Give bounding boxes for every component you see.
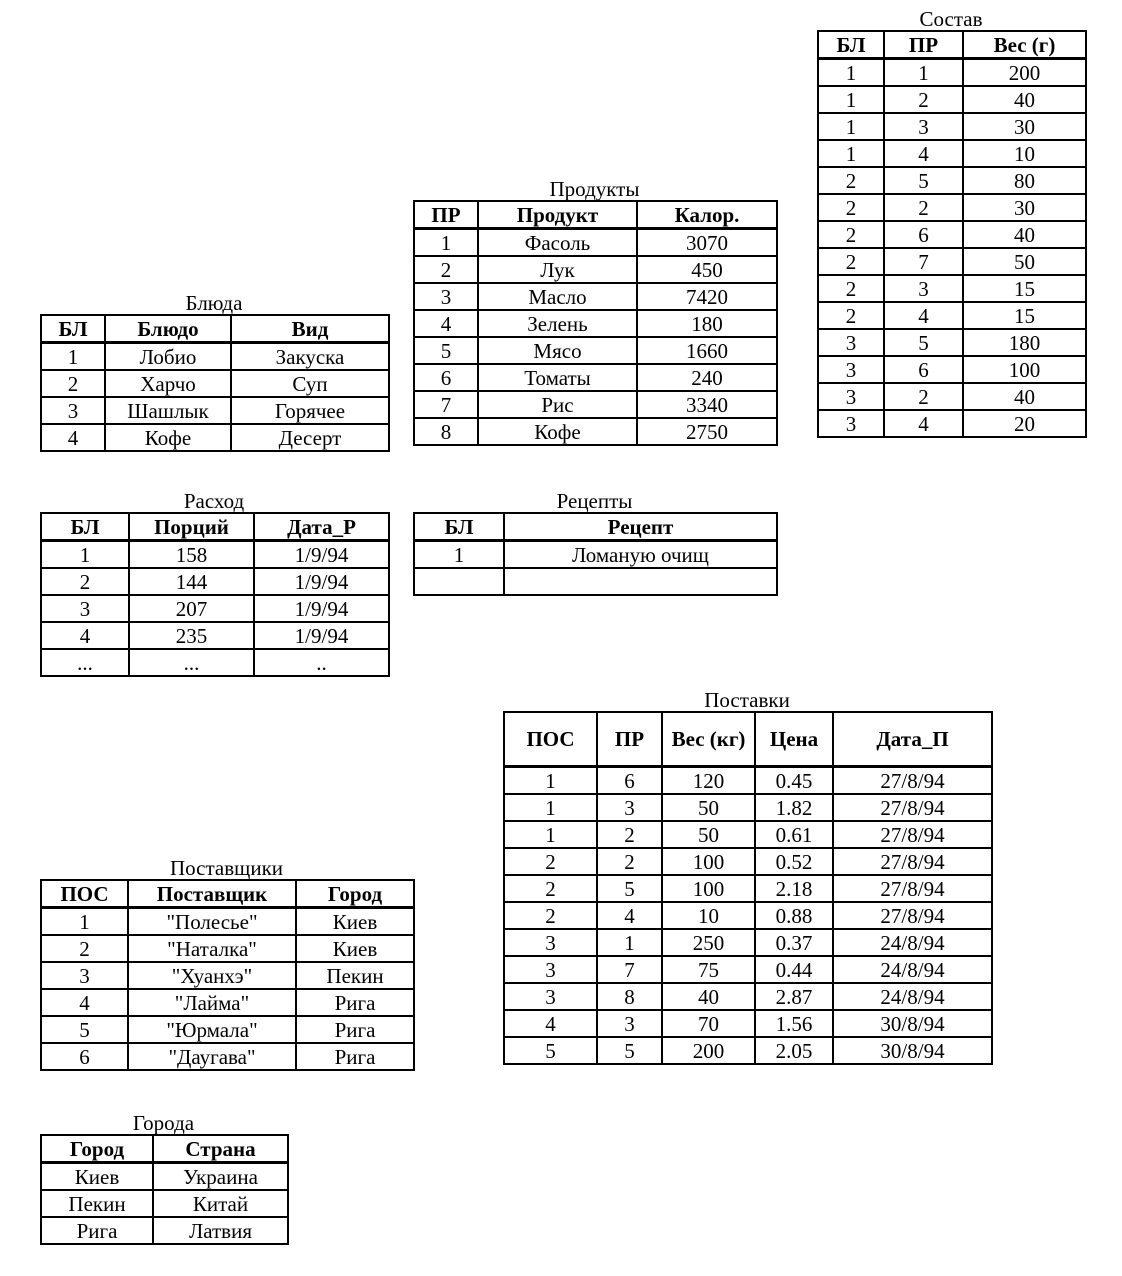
table-cell: 30 [963, 194, 1086, 221]
table-cell: 27/8/94 [833, 767, 992, 795]
table-row [41, 935, 414, 962]
table-cell: 3 [504, 983, 597, 1010]
table-cell: 1 [41, 343, 105, 371]
table-cell: 1 [597, 929, 662, 956]
table-cell: 75 [662, 956, 755, 983]
column-header: Дата_Р [254, 513, 389, 541]
table-cell [414, 568, 504, 595]
table-cell: 1 [818, 86, 884, 113]
table-cell: 1 [414, 229, 478, 257]
table-cell: 4 [884, 302, 963, 329]
table-row [504, 983, 992, 1010]
column-header: Вес (г) [963, 31, 1086, 59]
table-row [504, 956, 992, 983]
table-cell: 0.61 [755, 821, 833, 848]
table-cell: Рига [296, 989, 414, 1016]
table-title: Рецепты [556, 489, 633, 513]
table-row [41, 908, 414, 936]
table-cell: 250 [662, 929, 755, 956]
table-row [41, 541, 389, 569]
column-header: Калор. [637, 201, 777, 229]
table-cell: Рига [296, 1043, 414, 1070]
table-row [818, 59, 1086, 87]
table-cell: 2 [41, 568, 129, 595]
raskhod-block [40, 490, 390, 677]
table-cell: 1 [504, 794, 597, 821]
sostav-block [817, 8, 1087, 438]
table-cell: 3 [818, 410, 884, 437]
table-title: Состав [919, 7, 983, 31]
table-cell: 24/8/94 [833, 929, 992, 956]
table-row [818, 140, 1086, 167]
table-cell: Десерт [231, 424, 389, 451]
table-cell: 2 [597, 821, 662, 848]
table-cell: 1.82 [755, 794, 833, 821]
table-cell: 40 [662, 983, 755, 1010]
table-cell: 40 [963, 383, 1086, 410]
table-cell: 3 [41, 962, 128, 989]
table-cell: 0.45 [755, 767, 833, 795]
table-row [41, 568, 389, 595]
table-cell: Кофе [478, 418, 637, 445]
table-cell: 4 [504, 1010, 597, 1037]
table-cell: Закуска [231, 343, 389, 371]
table-row [504, 767, 992, 795]
table-cell: 1 [504, 767, 597, 795]
table-row [414, 568, 777, 595]
table-cell: 3340 [637, 391, 777, 418]
column-header: Блюдо [105, 315, 231, 343]
table-cell: Томаты [478, 364, 637, 391]
table-cell: Рис [478, 391, 637, 418]
table-cell: Кофе [105, 424, 231, 451]
table-cell: Ломаную очищ [504, 541, 777, 569]
table-cell: 200 [662, 1037, 755, 1064]
table-cell: 27/8/94 [833, 821, 992, 848]
table-cell: 24/8/94 [833, 983, 992, 1010]
produkty-block [413, 178, 778, 446]
table-cell: 70 [662, 1010, 755, 1037]
table-row [41, 649, 389, 676]
table-cell: 2 [414, 256, 478, 283]
column-header: Поставщик [128, 880, 296, 908]
table-cell: 180 [637, 310, 777, 337]
table-row [414, 283, 777, 310]
table-cell: Киев [296, 935, 414, 962]
table-cell: Рига [296, 1016, 414, 1043]
table-cell: 3 [884, 275, 963, 302]
table-cell: 4 [884, 140, 963, 167]
table-cell: Харчо [105, 370, 231, 397]
table-cell: Шашлык [105, 397, 231, 424]
table-cell: 0.88 [755, 902, 833, 929]
goroda-table [40, 1134, 289, 1245]
table-cell: 2 [818, 194, 884, 221]
table-cell: 50 [662, 794, 755, 821]
column-header: Страна [153, 1135, 288, 1163]
table-row [818, 113, 1086, 140]
retsepty-block [413, 490, 778, 596]
table-cell: 5 [414, 337, 478, 364]
table-row [41, 1190, 288, 1217]
table-cell: 158 [129, 541, 254, 569]
table-row [41, 1043, 414, 1070]
table-cell: 1/9/94 [254, 568, 389, 595]
table-cell: 15 [963, 275, 1086, 302]
table-cell: 240 [637, 364, 777, 391]
table-cell: 2 [818, 221, 884, 248]
table-cell: Масло [478, 283, 637, 310]
table-cell: "Лайма" [128, 989, 296, 1016]
table-row [41, 1163, 288, 1191]
blyuda-table [40, 314, 390, 452]
table-cell: 2 [818, 302, 884, 329]
table-cell: Зелень [478, 310, 637, 337]
table-cell: 3 [414, 283, 478, 310]
table-title: Продукты [549, 177, 640, 201]
table-row [818, 383, 1086, 410]
table-cell: 7 [597, 956, 662, 983]
column-header: Продукт [478, 201, 637, 229]
postavki-table [503, 711, 993, 1065]
table-row [504, 794, 992, 821]
raskhod-table [40, 512, 390, 677]
table-cell: Мясо [478, 337, 637, 364]
table-row [41, 343, 389, 371]
table-cell: 450 [637, 256, 777, 283]
table-row [818, 302, 1086, 329]
column-header: Цена [755, 712, 833, 767]
table-cell: 5 [884, 167, 963, 194]
table-cell: 2 [504, 848, 597, 875]
table-cell: 3070 [637, 229, 777, 257]
table-cell: 1660 [637, 337, 777, 364]
table-cell: 1/9/94 [254, 595, 389, 622]
table-cell: 3 [597, 794, 662, 821]
table-cell: 3 [504, 929, 597, 956]
table-row [504, 1037, 992, 1064]
table-cell: 2 [884, 383, 963, 410]
table-cell: 27/8/94 [833, 794, 992, 821]
table-row [41, 424, 389, 451]
table-cell: 207 [129, 595, 254, 622]
table-cell: 3 [41, 397, 105, 424]
table-cell: 3 [597, 1010, 662, 1037]
table-cell: 30/8/94 [833, 1037, 992, 1064]
column-header: БЛ [818, 31, 884, 59]
table-cell: 7 [884, 248, 963, 275]
table-cell: 3 [884, 113, 963, 140]
table-row [504, 848, 992, 875]
blyuda-block [40, 292, 390, 452]
table-cell: 8 [414, 418, 478, 445]
table-cell: 30 [963, 113, 1086, 140]
table-cell: 6 [41, 1043, 128, 1070]
table-cell: Горячее [231, 397, 389, 424]
table-row [41, 1217, 288, 1244]
produkty-table [413, 200, 778, 446]
table-row [41, 622, 389, 649]
table-row [504, 902, 992, 929]
table-cell: 5 [504, 1037, 597, 1064]
column-header: ПОС [41, 880, 128, 908]
table-row [504, 929, 992, 956]
header-row [41, 1135, 288, 1163]
column-header: ПР [884, 31, 963, 59]
table-cell: Пекин [296, 962, 414, 989]
table-cell: 100 [662, 875, 755, 902]
table-cell: 1/9/94 [254, 541, 389, 569]
table-cell: 2 [884, 194, 963, 221]
table-cell: 1/9/94 [254, 622, 389, 649]
table-cell: 5 [597, 875, 662, 902]
table-row [414, 364, 777, 391]
table-cell: Суп [231, 370, 389, 397]
column-header: Город [41, 1135, 153, 1163]
table-cell: 6 [884, 221, 963, 248]
column-header: Порций [129, 513, 254, 541]
table-cell: 4 [597, 902, 662, 929]
table-cell: 235 [129, 622, 254, 649]
table-cell: 3 [504, 956, 597, 983]
table-cell: 1 [41, 908, 128, 936]
table-cell: 7420 [637, 283, 777, 310]
table-cell: 40 [963, 221, 1086, 248]
table-cell: 1 [818, 59, 884, 87]
table-cell: 3 [41, 595, 129, 622]
table-cell: 3 [818, 329, 884, 356]
table-cell [504, 568, 777, 595]
table-cell: Рига [41, 1217, 153, 1244]
table-cell: 2 [41, 370, 105, 397]
table-cell: 1 [818, 113, 884, 140]
table-cell: 2.87 [755, 983, 833, 1010]
table-cell: 180 [963, 329, 1086, 356]
header-row [41, 315, 389, 343]
table-row [504, 875, 992, 902]
table-cell: Лук [478, 256, 637, 283]
sostav-table [817, 30, 1087, 438]
table-cell: 4 [414, 310, 478, 337]
table-cell: 100 [662, 848, 755, 875]
table-cell: 100 [963, 356, 1086, 383]
table-cell: Киев [296, 908, 414, 936]
table-cell: 7 [414, 391, 478, 418]
table-cell: 1 [884, 59, 963, 87]
table-row [818, 329, 1086, 356]
column-header: Дата_П [833, 712, 992, 767]
table-cell: 2 [884, 86, 963, 113]
table-cell: 20 [963, 410, 1086, 437]
table-cell: 40 [963, 86, 1086, 113]
table-row [504, 821, 992, 848]
table-cell: 0.52 [755, 848, 833, 875]
column-header: ПР [597, 712, 662, 767]
table-row [41, 397, 389, 424]
header-row [41, 880, 414, 908]
table-row [41, 1016, 414, 1043]
header-row [414, 201, 777, 229]
table-cell: 1 [818, 140, 884, 167]
table-row [818, 167, 1086, 194]
table-cell: 2.18 [755, 875, 833, 902]
table-cell: 2 [504, 902, 597, 929]
table-row [414, 418, 777, 445]
postavshchiki-block [40, 857, 415, 1071]
table-cell: 50 [963, 248, 1086, 275]
table-cell: ... [129, 649, 254, 676]
table-title: Расход [183, 489, 245, 513]
table-cell: 10 [963, 140, 1086, 167]
table-row [818, 275, 1086, 302]
table-cell: 27/8/94 [833, 902, 992, 929]
table-cell: 3 [818, 383, 884, 410]
table-cell: 1 [41, 541, 129, 569]
table-row [818, 194, 1086, 221]
table-cell: 24/8/94 [833, 956, 992, 983]
table-cell: 27/8/94 [833, 848, 992, 875]
table-cell: "Даугава" [128, 1043, 296, 1070]
table-cell: 8 [597, 983, 662, 1010]
table-cell: 2 [818, 167, 884, 194]
column-header: БЛ [41, 513, 129, 541]
table-cell: 27/8/94 [833, 875, 992, 902]
table-cell: Киев [41, 1163, 153, 1191]
header-row [504, 712, 992, 767]
table-row [414, 256, 777, 283]
table-title: Поставки [704, 688, 790, 712]
table-cell: 2 [41, 935, 128, 962]
table-cell: 200 [963, 59, 1086, 87]
table-cell: Пекин [41, 1190, 153, 1217]
table-cell: Китай [153, 1190, 288, 1217]
header-row [414, 513, 777, 541]
goroda-block [40, 1112, 289, 1245]
column-header: Вид [231, 315, 389, 343]
table-cell: Фасоль [478, 229, 637, 257]
table-cell: Украина [153, 1163, 288, 1191]
table-row [414, 310, 777, 337]
column-header: Рецепт [504, 513, 777, 541]
table-cell: 10 [662, 902, 755, 929]
table-cell: 2 [818, 275, 884, 302]
table-cell: 5 [884, 329, 963, 356]
table-cell: 6 [597, 767, 662, 795]
table-cell: 30/8/94 [833, 1010, 992, 1037]
table-cell: 4 [41, 622, 129, 649]
table-row [414, 229, 777, 257]
column-header: БЛ [414, 513, 504, 541]
table-cell: "Юрмала" [128, 1016, 296, 1043]
table-cell: 2.05 [755, 1037, 833, 1064]
table-row [818, 248, 1086, 275]
table-cell: 50 [662, 821, 755, 848]
table-row [414, 541, 777, 569]
table-cell: 120 [662, 767, 755, 795]
table-cell: 1 [414, 541, 504, 569]
table-title: Города [132, 1111, 195, 1135]
table-cell: "Полесье" [128, 908, 296, 936]
table-row [818, 86, 1086, 113]
table-cell: 80 [963, 167, 1086, 194]
table-cell: 5 [597, 1037, 662, 1064]
retsepty-table [413, 512, 778, 596]
table-cell: 2 [818, 248, 884, 275]
table-cell: 5 [41, 1016, 128, 1043]
table-cell: 2750 [637, 418, 777, 445]
table-cell: "Хуанхэ" [128, 962, 296, 989]
table-row [41, 595, 389, 622]
column-header: БЛ [41, 315, 105, 343]
postavshchiki-table [40, 879, 415, 1071]
table-row [41, 989, 414, 1016]
column-header: Город [296, 880, 414, 908]
table-cell: ... [41, 649, 129, 676]
table-cell: 4 [884, 410, 963, 437]
table-cell: 0.44 [755, 956, 833, 983]
table-title: Поставщики [169, 856, 284, 880]
table-row [818, 221, 1086, 248]
table-cell: 2 [504, 875, 597, 902]
table-cell: 2 [597, 848, 662, 875]
table-cell: Лобио [105, 343, 231, 371]
column-header: ПОС [504, 712, 597, 767]
column-header: ПР [414, 201, 478, 229]
column-header: Вес (кг) [662, 712, 755, 767]
table-cell: .. [254, 649, 389, 676]
table-row [41, 370, 389, 397]
table-cell: 6 [414, 364, 478, 391]
table-cell: 4 [41, 424, 105, 451]
table-row [818, 410, 1086, 437]
postavki-block [503, 689, 993, 1065]
table-cell: 15 [963, 302, 1086, 329]
table-row [41, 962, 414, 989]
table-row [414, 337, 777, 364]
table-cell: 6 [884, 356, 963, 383]
table-cell: 4 [41, 989, 128, 1016]
header-row [818, 31, 1086, 59]
table-title: Блюда [185, 291, 243, 315]
table-cell: "Наталка" [128, 935, 296, 962]
table-cell: Латвия [153, 1217, 288, 1244]
table-cell: 0.37 [755, 929, 833, 956]
table-cell: 3 [818, 356, 884, 383]
table-cell: 1 [504, 821, 597, 848]
table-row [504, 1010, 992, 1037]
table-cell: 1.56 [755, 1010, 833, 1037]
table-row [414, 391, 777, 418]
header-row [41, 513, 389, 541]
table-cell: 144 [129, 568, 254, 595]
table-row [818, 356, 1086, 383]
